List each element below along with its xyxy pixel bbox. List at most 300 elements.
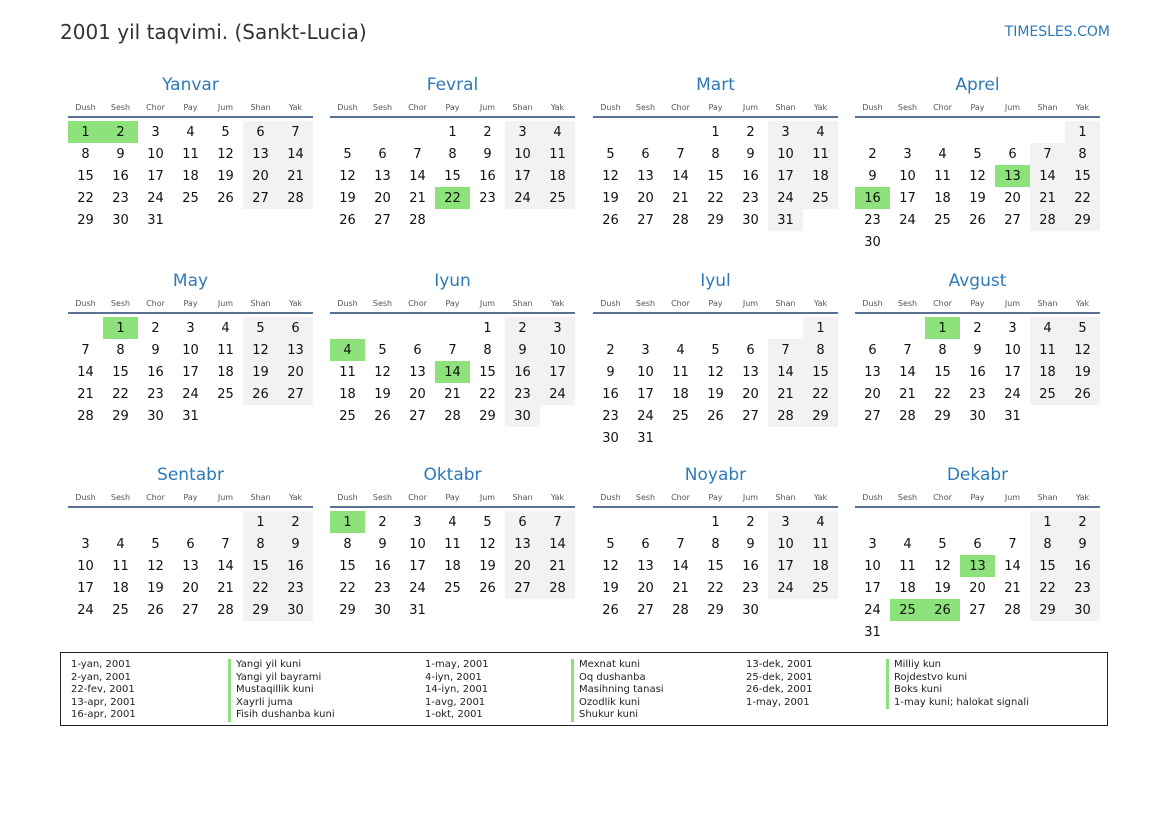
day-cell: 7 [278, 121, 313, 143]
day-cell: 25 [217, 386, 234, 402]
empty-cell [208, 405, 243, 427]
holiday-entry: Mustaqillik kuni [228, 684, 335, 697]
empty-cell [768, 427, 803, 449]
weekday-label: Dush [593, 488, 628, 507]
day-cell: 24 [540, 383, 575, 405]
empty-cell [1030, 405, 1065, 427]
empty-cell [1065, 621, 1100, 643]
empty-cell [330, 317, 365, 339]
day-cell: 21 [672, 580, 689, 596]
empty-cell [243, 405, 278, 427]
day-cell: 18 [540, 165, 575, 187]
day-cell: 8 [448, 146, 457, 162]
week-row [855, 511, 1100, 533]
weekday-label: Chor [663, 294, 698, 313]
day-cell: 23 [742, 580, 759, 596]
day-cell: 24 [77, 602, 94, 618]
day-cell: 9 [505, 339, 540, 361]
empty-cell [890, 317, 925, 339]
holiday-day-cell: 13 [995, 165, 1030, 187]
holiday-entry: Rojdestvo kuni [886, 672, 1029, 685]
weekday-label: Jum [470, 98, 505, 117]
day-cell: 16 [147, 364, 164, 380]
week-row [593, 317, 838, 339]
weekday-header-row [855, 488, 1100, 507]
week-row [68, 143, 313, 165]
day-cell: 25 [672, 408, 689, 424]
day-cell: 8 [938, 342, 947, 358]
month-name: Mart [696, 75, 735, 95]
day-cell: 30 [969, 408, 986, 424]
day-cell: 4 [803, 121, 838, 143]
day-cell: 13 [864, 364, 881, 380]
day-cell: 23 [374, 580, 391, 596]
day-cell: 27 [374, 212, 391, 228]
day-cell: 10 [540, 339, 575, 361]
week-row [855, 599, 1100, 621]
week-row [855, 621, 1100, 643]
day-cell: 26 [602, 602, 619, 618]
day-cell: 9 [151, 342, 160, 358]
day-cell: 28 [278, 187, 313, 209]
day-cell: 12 [339, 168, 356, 184]
weekday-label: Shan [243, 294, 278, 313]
day-cell: 8 [343, 536, 352, 552]
week-row [330, 361, 575, 383]
day-cell: 30 [278, 599, 313, 621]
month-table [593, 98, 838, 231]
day-cell: 30 [864, 234, 881, 250]
day-cell: 12 [374, 364, 391, 380]
holiday-entry: Milliy kun [886, 659, 1029, 672]
day-cell: 3 [186, 320, 195, 336]
weekday-label: Jum [733, 488, 768, 507]
day-cell: 1 [711, 514, 720, 530]
day-cell: 31 [1004, 408, 1021, 424]
day-cell: 22 [112, 386, 129, 402]
day-cell: 27 [182, 602, 199, 618]
week-row [855, 231, 1100, 253]
weekday-label: Jum [470, 488, 505, 507]
day-cell: 11 [934, 168, 951, 184]
day-cell: 22 [707, 580, 724, 596]
day-cell: 17 [864, 580, 881, 596]
day-cell: 23 [112, 190, 129, 206]
day-cell: 24 [768, 187, 803, 209]
empty-cell [925, 621, 960, 643]
day-cell: 18 [934, 190, 951, 206]
weekday-header-row [593, 294, 838, 313]
day-cell: 18 [803, 555, 838, 577]
day-cell: 15 [243, 555, 278, 577]
empty-cell [540, 405, 575, 427]
day-cell: 8 [1030, 533, 1065, 555]
weekday-label: Yak [803, 98, 838, 117]
week-row [330, 165, 575, 187]
day-cell: 22 [339, 580, 356, 596]
empty-cell [593, 511, 628, 533]
day-cell: 8 [81, 146, 90, 162]
weekday-label: Jum [208, 294, 243, 313]
empty-cell [960, 231, 995, 253]
empty-cell [663, 121, 698, 143]
week-row [593, 533, 838, 555]
month-4 [855, 72, 1100, 253]
day-cell: 10 [899, 168, 916, 184]
day-cell: 19 [602, 580, 619, 596]
day-cell: 16 [602, 386, 619, 402]
week-row [68, 209, 313, 231]
day-cell: 25 [540, 187, 575, 209]
weekday-label: Chor [400, 294, 435, 313]
week-row [68, 577, 313, 599]
week-row [68, 339, 313, 361]
day-cell: 28 [217, 602, 234, 618]
week-row [593, 121, 838, 143]
weekday-label: Sesh [890, 98, 925, 117]
day-cell: 10 [182, 342, 199, 358]
day-cell: 28 [409, 212, 426, 228]
day-cell: 22 [243, 577, 278, 599]
day-cell: 10 [637, 364, 654, 380]
weekday-label: Dush [855, 488, 890, 507]
empty-cell [68, 511, 103, 533]
holiday-entry: 13-apr, 2001 [71, 696, 136, 708]
day-cell: 25 [339, 408, 356, 424]
day-cell: 29 [1030, 599, 1065, 621]
month-10 [330, 462, 575, 621]
empty-cell [435, 209, 470, 231]
holiday-entry: 22-fev, 2001 [71, 684, 135, 696]
day-cell: 7 [540, 511, 575, 533]
day-cell: 11 [803, 533, 838, 555]
weekday-label: Pay [698, 488, 733, 507]
empty-cell [995, 511, 1030, 533]
empty-cell [470, 599, 505, 621]
day-cell: 6 [641, 146, 650, 162]
empty-cell [663, 511, 698, 533]
weekday-label: Shan [1030, 488, 1065, 507]
month-3 [593, 72, 838, 231]
empty-cell [890, 121, 925, 143]
day-cell: 22 [803, 383, 838, 405]
holiday-entry: Shukur kuni [571, 709, 664, 722]
weekday-label: Chor [138, 98, 173, 117]
empty-cell [1065, 231, 1100, 253]
weekday-label: Dush [330, 488, 365, 507]
day-cell: 8 [243, 533, 278, 555]
weekday-label: Pay [960, 294, 995, 313]
day-cell: 14 [768, 361, 803, 383]
day-cell: 31 [768, 209, 803, 231]
day-cell: 18 [339, 386, 356, 402]
day-cell: 2 [483, 124, 492, 140]
month-6 [330, 268, 575, 427]
month-table [68, 488, 313, 621]
weekday-label: Sesh [103, 488, 138, 507]
day-cell: 9 [973, 342, 982, 358]
day-cell: 5 [243, 317, 278, 339]
day-cell: 5 [1065, 317, 1100, 339]
holiday-entry: 26-dek, 2001 [746, 684, 813, 696]
day-cell: 4 [540, 121, 575, 143]
day-cell: 3 [1008, 320, 1017, 336]
weekday-label: Chor [138, 294, 173, 313]
day-cell: 19 [1065, 361, 1100, 383]
holiday-entry: 25-dek, 2001 [746, 671, 813, 683]
holiday-entry: Ozodlik kuni [571, 697, 664, 710]
week-row [68, 405, 313, 427]
month-table [593, 488, 838, 621]
day-cell: 5 [606, 146, 615, 162]
month-name: Avgust [948, 271, 1007, 291]
day-cell: 27 [505, 577, 540, 599]
weekday-label: Sesh [365, 488, 400, 507]
weekday-label: Sesh [103, 98, 138, 117]
day-cell: 15 [112, 364, 129, 380]
month-7 [593, 268, 838, 449]
holiday-day-cell: 1 [925, 317, 960, 339]
empty-cell [628, 511, 663, 533]
empty-cell [505, 599, 540, 621]
day-cell: 13 [278, 339, 313, 361]
day-cell: 23 [147, 386, 164, 402]
weekday-label: Shan [768, 488, 803, 507]
day-cell: 10 [409, 536, 426, 552]
month-name: Noyabr [684, 465, 747, 485]
day-cell: 25 [112, 602, 129, 618]
day-cell: 7 [413, 146, 422, 162]
empty-cell [330, 121, 365, 143]
day-cell: 9 [746, 536, 755, 552]
week-row [330, 383, 575, 405]
week-row [330, 599, 575, 621]
day-cell: 3 [505, 121, 540, 143]
holiday-entry: 1-may kuni; halokat signali [886, 697, 1029, 710]
month-name: Yanvar [162, 75, 219, 95]
month-table [68, 294, 313, 427]
day-cell: 13 [505, 533, 540, 555]
weekday-header-row [68, 488, 313, 507]
day-cell: 20 [409, 386, 426, 402]
empty-cell [400, 317, 435, 339]
day-cell: 30 [742, 602, 759, 618]
month-name: May [172, 271, 209, 291]
day-cell: 30 [374, 602, 391, 618]
week-row [330, 339, 575, 361]
day-cell: 16 [278, 555, 313, 577]
day-cell: 23 [1065, 577, 1100, 599]
empty-cell [1030, 121, 1065, 143]
day-cell: 25 [182, 190, 199, 206]
week-row [855, 187, 1100, 209]
day-cell: 17 [1004, 364, 1021, 380]
weekday-label: Yak [1065, 488, 1100, 507]
day-cell: 5 [938, 536, 947, 552]
empty-cell [540, 209, 575, 231]
day-cell: 5 [343, 146, 352, 162]
month-8 [855, 268, 1100, 427]
empty-cell [365, 317, 400, 339]
weekday-label: Pay [960, 98, 995, 117]
week-row [855, 143, 1100, 165]
month-5 [68, 268, 313, 427]
empty-cell [435, 599, 470, 621]
day-cell: 27 [637, 602, 654, 618]
empty-cell [995, 231, 1030, 253]
day-cell: 2 [606, 342, 615, 358]
day-cell: 26 [969, 212, 986, 228]
day-cell: 21 [444, 386, 461, 402]
day-cell: 17 [768, 165, 803, 187]
day-cell: 6 [1008, 146, 1017, 162]
day-cell: 26 [339, 212, 356, 228]
holiday-entry: 14-iyn, 2001 [425, 684, 489, 696]
day-cell: 30 [602, 430, 619, 446]
day-cell: 2 [973, 320, 982, 336]
week-row [855, 361, 1100, 383]
empty-cell [505, 209, 540, 231]
day-cell: 13 [243, 143, 278, 165]
holiday-day-cell: 4 [330, 339, 365, 361]
month-2 [330, 72, 575, 231]
empty-cell [243, 209, 278, 231]
day-cell: 1 [1065, 121, 1100, 143]
holiday-day-cell: 26 [925, 599, 960, 621]
week-row [593, 209, 838, 231]
weekday-label: Sesh [628, 98, 663, 117]
weekday-label: Dush [68, 98, 103, 117]
day-cell: 15 [77, 168, 94, 184]
day-cell: 30 [742, 212, 759, 228]
weekday-label: Dush [68, 294, 103, 313]
weekday-label: Pay [173, 488, 208, 507]
day-cell: 20 [742, 386, 759, 402]
day-cell: 17 [540, 361, 575, 383]
day-cell: 17 [768, 555, 803, 577]
weekday-label: Sesh [365, 98, 400, 117]
day-cell: 4 [221, 320, 230, 336]
day-cell: 21 [77, 386, 94, 402]
week-row [68, 383, 313, 405]
day-cell: 6 [505, 511, 540, 533]
day-cell: 6 [413, 342, 422, 358]
day-cell: 29 [77, 212, 94, 228]
day-cell: 27 [864, 408, 881, 424]
weekday-label: Shan [243, 488, 278, 507]
day-cell: 5 [606, 536, 615, 552]
day-cell: 26 [147, 602, 164, 618]
day-cell: 11 [182, 146, 199, 162]
day-cell: 1 [1030, 511, 1065, 533]
day-cell: 27 [637, 212, 654, 228]
holiday-entry: 1-avg, 2001 [425, 696, 486, 708]
week-row [330, 143, 575, 165]
month-name: Fevral [426, 75, 479, 95]
day-cell: 4 [1030, 317, 1065, 339]
holiday-dates-col-3 [746, 659, 812, 709]
day-cell: 28 [768, 405, 803, 427]
site-link[interactable]: TIMESLES.COM [1004, 24, 1110, 40]
day-cell: 12 [602, 558, 619, 574]
day-cell: 10 [768, 533, 803, 555]
empty-cell [173, 511, 208, 533]
day-cell: 11 [339, 364, 356, 380]
day-cell: 1 [448, 124, 457, 140]
empty-cell [68, 317, 103, 339]
day-cell: 27 [969, 602, 986, 618]
weekday-label: Yak [278, 294, 313, 313]
week-row [68, 533, 313, 555]
day-cell: 26 [707, 408, 724, 424]
day-cell: 18 [444, 558, 461, 574]
holiday-day-cell: 25 [890, 599, 925, 621]
weekday-label: Chor [400, 488, 435, 507]
day-cell: 7 [81, 342, 90, 358]
weekday-label: Sesh [628, 294, 663, 313]
day-cell: 7 [221, 536, 230, 552]
day-cell: 15 [934, 364, 951, 380]
day-cell: 12 [217, 146, 234, 162]
week-row [68, 511, 313, 533]
holiday-names-col-2 [571, 659, 664, 722]
holiday-day-cell: 22 [435, 187, 470, 209]
weekday-label: Sesh [365, 294, 400, 313]
day-cell: 4 [186, 124, 195, 140]
day-cell: 6 [641, 536, 650, 552]
day-cell: 24 [768, 577, 803, 599]
day-cell: 27 [1004, 212, 1021, 228]
empty-cell [208, 209, 243, 231]
week-row [593, 427, 838, 449]
day-cell: 11 [217, 342, 234, 358]
weekday-label: Sesh [628, 488, 663, 507]
week-row [855, 339, 1100, 361]
day-cell: 7 [903, 342, 912, 358]
week-row [330, 577, 575, 599]
month-1 [68, 72, 313, 231]
day-cell: 6 [973, 536, 982, 552]
month-table [855, 294, 1100, 427]
holiday-entry: Mexnat kuni [571, 659, 664, 672]
weekday-label: Pay [173, 294, 208, 313]
day-cell: 20 [374, 190, 391, 206]
day-cell: 27 [243, 187, 278, 209]
day-cell: 6 [243, 121, 278, 143]
day-cell: 25 [934, 212, 951, 228]
empty-cell [960, 511, 995, 533]
day-cell: 6 [278, 317, 313, 339]
day-cell: 2 [278, 511, 313, 533]
week-row [330, 511, 575, 533]
day-cell: 21 [1004, 580, 1021, 596]
day-cell: 5 [483, 514, 492, 530]
weekday-label: Jum [995, 294, 1030, 313]
weekday-label: Pay [435, 98, 470, 117]
day-cell: 9 [483, 146, 492, 162]
holiday-entry: 1-may, 2001 [746, 696, 810, 708]
day-cell: 27 [409, 408, 426, 424]
day-cell: 24 [147, 190, 164, 206]
month-table [330, 98, 575, 231]
week-row [855, 165, 1100, 187]
empty-cell [733, 427, 768, 449]
weekday-label: Jum [733, 98, 768, 117]
holiday-entry: 1-may, 2001 [425, 659, 489, 670]
week-row [68, 599, 313, 621]
day-cell: 6 [868, 342, 877, 358]
day-cell: 12 [147, 558, 164, 574]
